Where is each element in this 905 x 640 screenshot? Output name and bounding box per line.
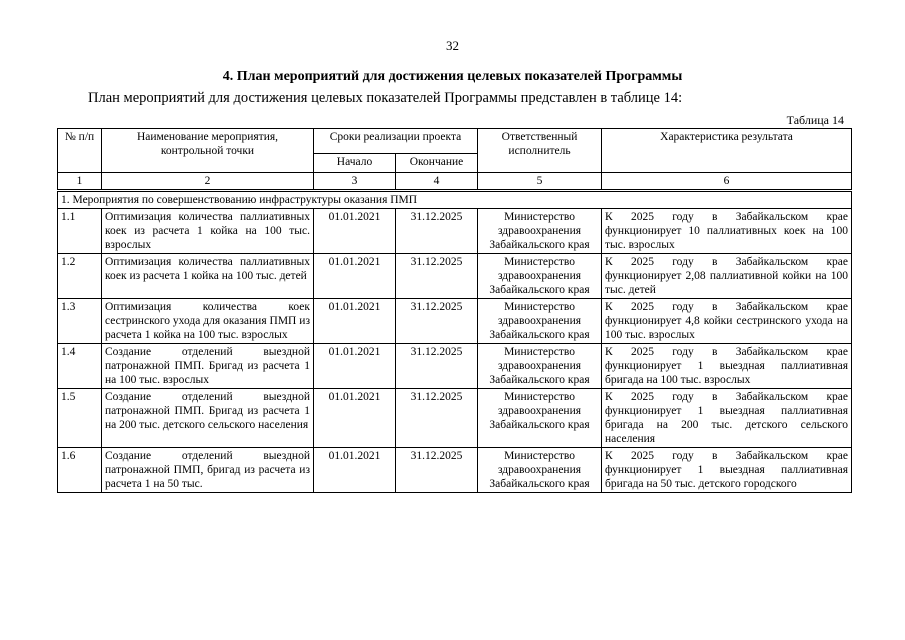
row-end: 31.12.2025 xyxy=(396,448,478,493)
page-number: 32 xyxy=(446,38,459,53)
column-number: 1 xyxy=(58,173,102,191)
row-num: 1.1 xyxy=(58,209,102,254)
row-result: К 2025 году в Забайкальском крае функционирует 2,08 паллиативной койки на 100 тыс. детей xyxy=(602,254,852,299)
header-start: Начало xyxy=(314,154,396,173)
table-row xyxy=(58,389,852,448)
table-row xyxy=(58,448,852,493)
row-end: 31.12.2025 xyxy=(396,254,478,299)
column-number: 2 xyxy=(102,173,314,191)
row-num: 1.4 xyxy=(58,344,102,389)
row-end: 31.12.2025 xyxy=(396,209,478,254)
header-responsible: Ответственный исполнитель xyxy=(478,129,602,173)
row-result: К 2025 году в Забайкальском крае функционирует 4,8 койки сестринского ухода на 100 тыс. взрослых xyxy=(602,299,852,344)
row-responsible: Министерство здравоохранения Забайкальского края xyxy=(478,389,602,448)
header-end: Окончание xyxy=(396,154,478,173)
column-number: 6 xyxy=(602,173,852,191)
row-responsible: Министерство здравоохранения Забайкальского края xyxy=(478,299,602,344)
row-result: К 2025 году в Забайкальском крае функционирует 1 выездная паллиативная бригада на 100 тыс. взрослых xyxy=(602,344,852,389)
row-end: 31.12.2025 xyxy=(396,299,478,344)
row-num: 1.2 xyxy=(58,254,102,299)
row-result: К 2025 году в Забайкальском крае функционирует 1 выездная паллиативная бригада на 200 тыс. детского сельского населения xyxy=(602,389,852,448)
header-name: Наименование мероприятия, контрольной точки xyxy=(102,129,314,173)
row-result: К 2025 году в Забайкальском крае функционирует 1 выездная паллиативная бригада на 50 тыс. детского городского xyxy=(602,448,852,493)
table-row xyxy=(58,254,852,299)
header-result: Характеристика результата xyxy=(602,129,852,173)
row-num: 1.3 xyxy=(58,299,102,344)
table-caption: Таблица 14 xyxy=(786,113,844,127)
row-start: 01.01.2021 xyxy=(314,448,396,493)
row-responsible: Министерство здравоохранения Забайкальского края xyxy=(478,344,602,389)
section-heading: 1. Мероприятия по совершенствованию инфраструктуры оказания ПМП xyxy=(58,191,852,209)
row-start: 01.01.2021 xyxy=(314,254,396,299)
header-period: Сроки реализации проекта xyxy=(314,129,478,154)
row-num: 1.6 xyxy=(58,448,102,493)
row-start: 01.01.2021 xyxy=(314,209,396,254)
row-name: Оптимизация количества паллиативных коек из расчета 1 койка на 100 тыс. взрослых xyxy=(102,209,314,254)
row-responsible: Министерство здравоохранения Забайкальского края xyxy=(478,209,602,254)
intro-paragraph: План мероприятий для достижения целевых показателей Программы представлен в таблице 14: xyxy=(88,90,683,106)
table-row xyxy=(58,209,852,254)
row-name: Оптимизация количества паллиативных коек из расчета 1 койка на 100 тыс. детей xyxy=(102,254,314,299)
row-num: 1.5 xyxy=(58,389,102,448)
header-num: № п/п xyxy=(58,129,102,173)
row-responsible: Министерство здравоохранения Забайкальского края xyxy=(478,448,602,493)
row-name: Создание отделений выездной патронажной ПМП, бригад из расчета из расчета 1 на 50 тыс. xyxy=(102,448,314,493)
column-number: 5 xyxy=(478,173,602,191)
table-row xyxy=(58,299,852,344)
row-start: 01.01.2021 xyxy=(314,299,396,344)
row-result: К 2025 году в Забайкальском крае функционирует 10 паллиативных коек на 100 тыс. взрослых xyxy=(602,209,852,254)
column-number: 3 xyxy=(314,173,396,191)
row-name: Оптимизация количества коек сестринского ухода для оказания ПМП из расчета 1 койка на 100 тыс. взрослых xyxy=(102,299,314,344)
row-end: 31.12.2025 xyxy=(396,389,478,448)
section-title: 4. План мероприятий для достижения целевых показателей Программы xyxy=(222,69,683,84)
plan-table xyxy=(57,128,852,493)
row-end: 31.12.2025 xyxy=(396,344,478,389)
table-row xyxy=(58,344,852,389)
column-number: 4 xyxy=(396,173,478,191)
row-name: Создание отделений выездной патронажной ПМП. Бригад из расчета 1 на 100 тыс. взрослых xyxy=(102,344,314,389)
row-name: Создание отделений выездной патронажной ПМП. Бригад из расчета 1 на 200 тыс. детского сельского населения xyxy=(102,389,314,448)
row-responsible: Министерство здравоохранения Забайкальского края xyxy=(478,254,602,299)
row-start: 01.01.2021 xyxy=(314,344,396,389)
row-start: 01.01.2021 xyxy=(314,389,396,448)
